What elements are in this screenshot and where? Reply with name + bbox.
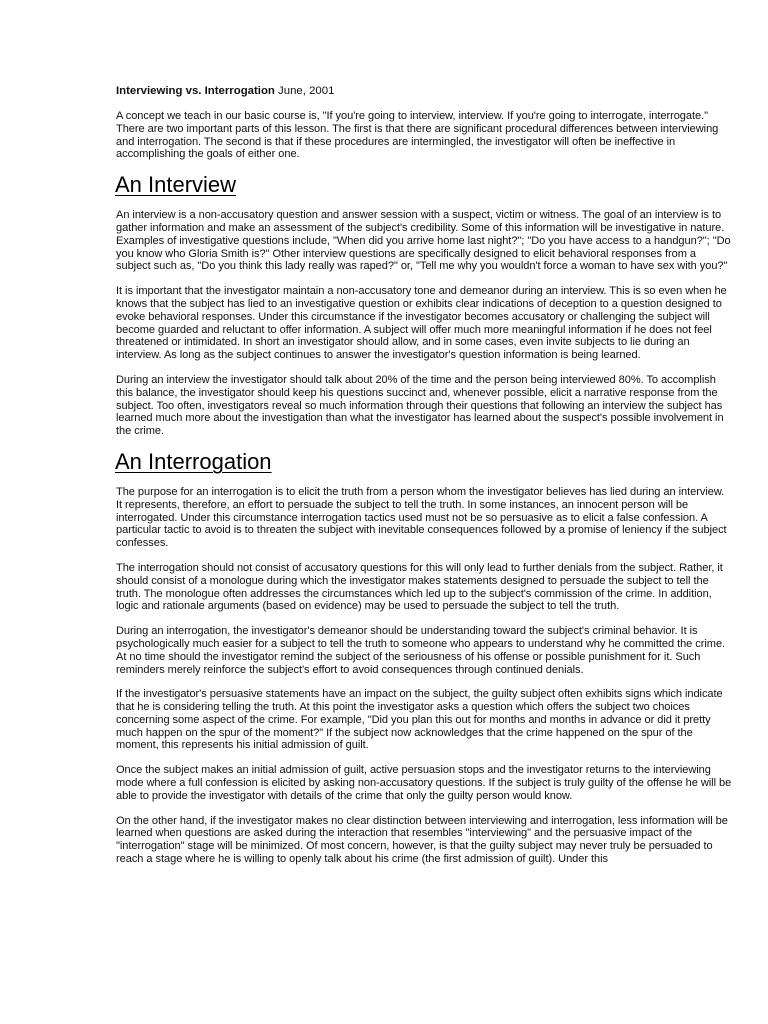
intro-paragraph: A concept we teach in our basic course is, "If you're going to interview, interview. If you're going to interrogate, interrogate." There are two important parts of this lesson. The first is that there are significant procedural differences between interviewing and interrogation. The second is that if these procedures are intermingled, the investigator will often be ineffective in accomplishing the goals of either one. xyxy=(116,110,719,161)
document-header xyxy=(116,85,732,98)
interview-paragraph-1: An interview is a non-accusatory question and answer session with a suspect, victim or witness. The goal of an interview is to gather information and make an assessment of the subject's credibility. Some of this information will be investigative in nature. Examples of investigative questions include, "When did you arrive home last night?"; "Do you have access to a handgun?"; "Do you know who Gloria Smith is?" Other interview questions are specifically designed to elicit behavioral responses from a subject such as, "Do you think this lady really was raped?" or, "Tell me why you wouldn't force a woman to have sex with you?" xyxy=(116,209,731,273)
document-page xyxy=(116,85,732,878)
interview-paragraph-2: It is important that the investigator maintain a non-accusatory tone and demeanor during an interview. This is so even when he knows that the subject has lied to an investigative question or exhibits clear indications of deception to a question designed to evoke behavioral responses. Under this circumstance if the investigator becomes accusatory or challenging the subject will become guarded and reluctant to offer information. A subject will offer much more meaningful information if he does not feel threatened or intimidated. In short an investigator should allow, and in some cases, even invite subjects to lie during an interview. As long as the subject continues to answer the investigator's question information is being learned. xyxy=(116,285,727,362)
interrogation-paragraph-1: The purpose for an interrogation is to elicit the truth from a person whom the investigator believes has lied during an interview. It represents, therefore, an effort to persuade the subject to tell the truth. In some instances, an innocent person will be interrogated. Under this circumstance interrogation tactics used must not be so persuasive as to elicit a false confession. A particular tactic to avoid is to threaten the subject with inevitable consequences followed by a promise of leniency if the subject confesses. xyxy=(116,485,727,550)
document-date: June, 2001 xyxy=(278,85,335,97)
section-heading-interview: An Interview xyxy=(115,172,237,198)
interrogation-paragraph-3: During an interrogation, the investigator's demeanor should be understanding toward the subject's criminal behavior. It is psychologically much easier for a subject to tell the truth to someone who appears to understand why he committed the crime. At no time should the investigator remind the subject of the seriousness of his offense or possible punishment for it. Such reminders merely reinforce the subject's effort to avoid consequences through continued denials. xyxy=(116,625,726,676)
interrogation-paragraph-4: If the investigator's persuasive statements have an impact on the subject, the guilty subject often exhibits signs which indicate that he is considering telling the truth. At this point the investigator asks a question which offers the subject two choices concerning some aspect of the crime. For example, "Did you plan this out for months and months in advance or did it pretty much happen on the spur of the moment?" If the subject now acknowledges that the crime happened on the spur of the moment, this represents his initial admission of guilt. xyxy=(116,688,723,752)
interrogation-paragraph-2: The interrogation should not consist of accusatory questions for this will only lead to further denials from the subject. Rather, it should consist of a monologue during which the investigator makes statements designed to persuade the subject to tell the truth. The monologue often addresses the circumstances which led up to the subject's commission of the crime. In addition, logic and rationale arguments (based on evidence) may be used to persuade the subject to tell the truth. xyxy=(116,561,723,613)
document-title: Interviewing vs. Interrogation xyxy=(116,85,275,97)
interview-paragraph-3: During an interview the investigator should talk about 20% of the time and the person being interviewed 80%. To accomplish this balance, the investigator should keep his questions succinct and, whenever possible, elicit a narrative response from the subject. Too often, investigators reveal so much information through their questions that following an interview the subject has learned much more about the investigation than what the investigator has learned about the suspect's possible involvement in the crime. xyxy=(116,373,724,438)
interrogation-paragraph-5: Once the subject makes an initial admission of guilt, active persuasion stops and the investigator returns to the interviewing mode where a full confession is elicited by asking non-accusatory questions. If the subject is truly guilty of the offense he will be able to provide the investigator with details of the crime that only the guilty person would know. xyxy=(116,764,732,802)
interrogation-paragraph-6: On the other hand, if the investigator makes no clear distinction between interviewing and interrogation, less information will be learned when questions are asked during the interaction that resembles "interviewing" and the persuasive impact of the "interrogation" stage will be minimized. Of most concern, however, is that the guilty subject may never truly be persuaded to reach a stage where he is willing to openly talk about his crime (the first admission of guilt). Under this xyxy=(116,814,728,866)
section-heading-interrogation: An Interrogation xyxy=(115,448,272,474)
